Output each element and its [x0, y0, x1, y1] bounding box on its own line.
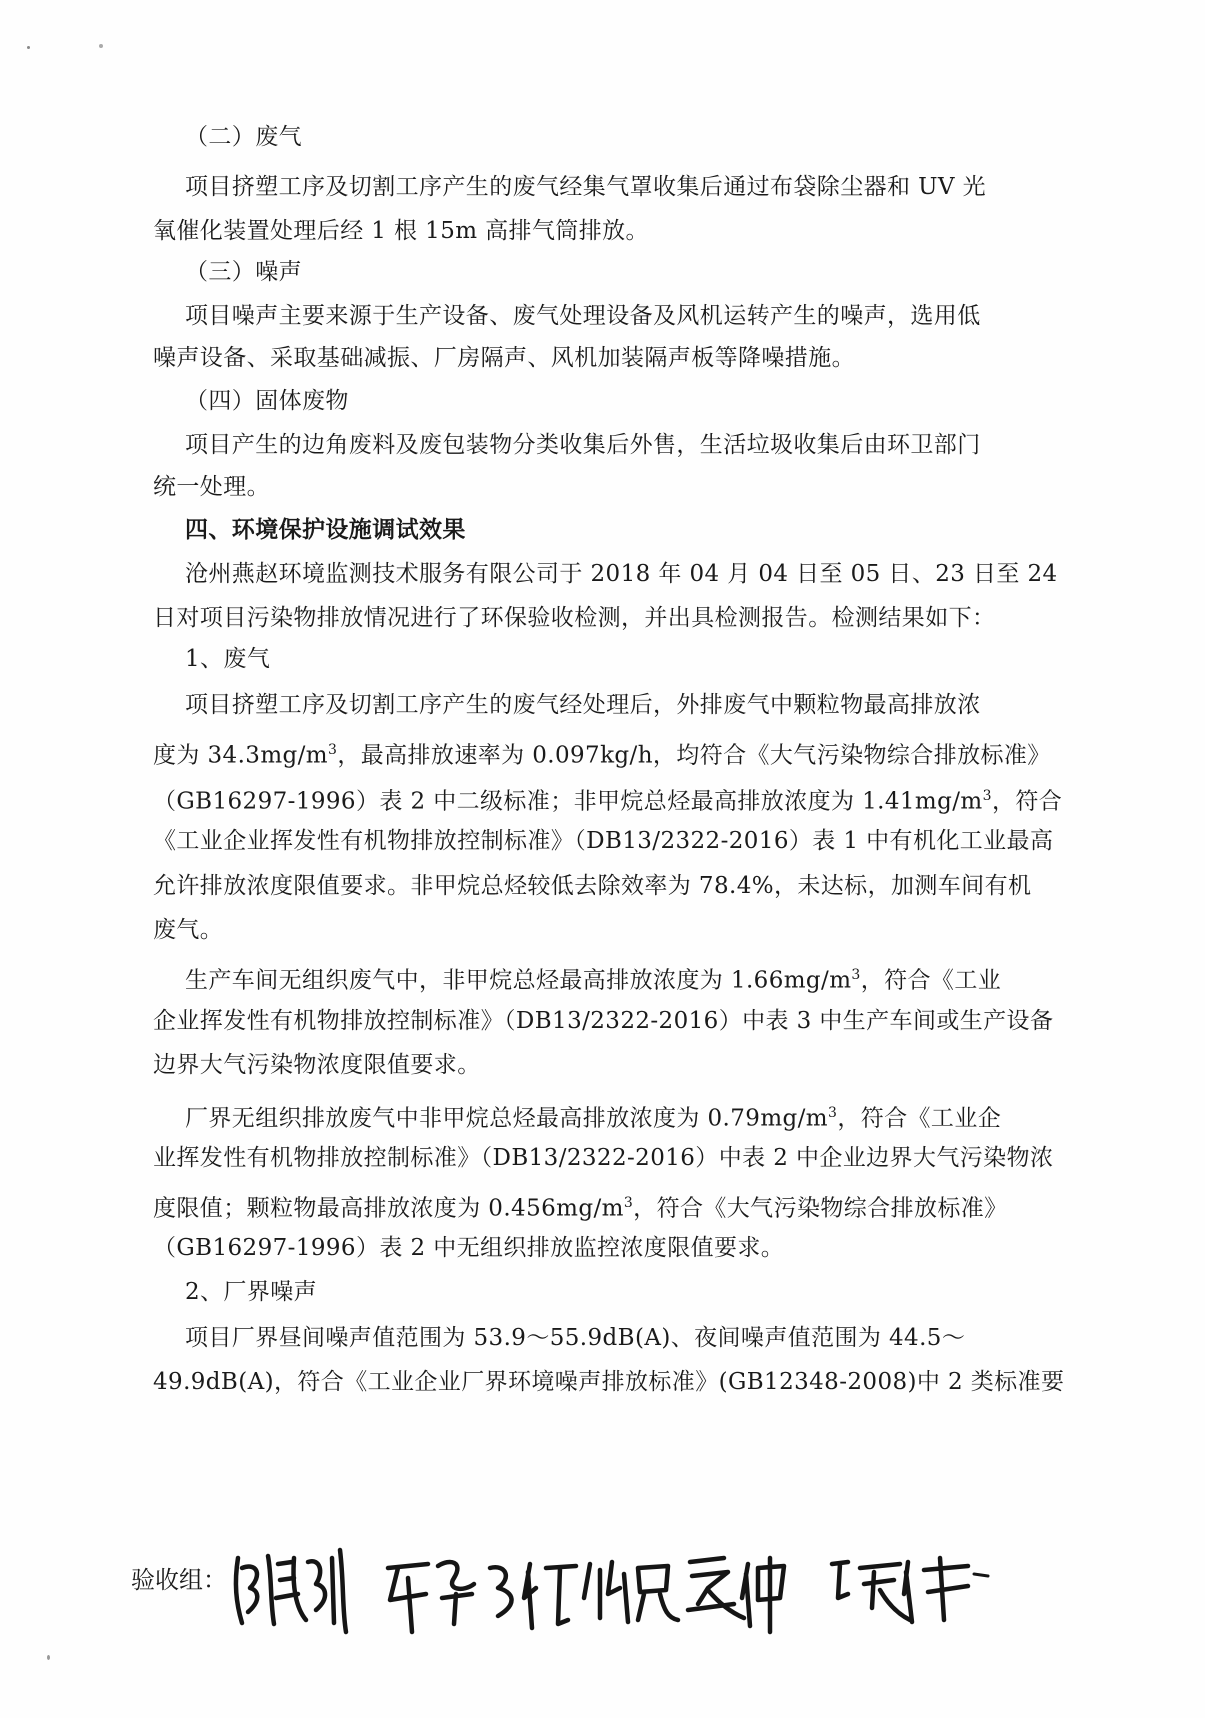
paragraph-line — [185, 960, 1001, 996]
paragraph-line — [153, 1188, 1008, 1224]
paragraph-line: 项目挤塑工序及切割工序产生的废气经集气罩收集后通过布袋除尘器和 UV 光 — [185, 174, 987, 200]
section-heading-solid-waste: （四）固体废物 — [185, 388, 349, 414]
signature-3 — [524, 1562, 678, 1628]
text-run: ，最高排放速率为 0.097kg/h，均符合《大气污染物综合排放标准》 — [337, 742, 1051, 769]
handwritten-signatures — [228, 1528, 1088, 1638]
paragraph-line: 业挥发性有机物排放控制标准》（DB13/2322-2016）中表 2 中企业边界大气污染物浓 — [153, 1145, 1054, 1171]
paragraph-line: 噪声设备、采取基础减振、厂房隔声、风机加装隔声板等降噪措施。 — [153, 345, 855, 371]
superscript: 3 — [328, 742, 338, 758]
paragraph-line: 《工业企业挥发性有机物排放控制标准》（DB13/2322-2016）表 1 中有机化工业最高 — [153, 828, 1054, 854]
text-run: ，符合 — [991, 788, 1063, 815]
signature-2 — [388, 1562, 512, 1632]
paragraph-line: 日对项目污染物排放情况进行了环保验收检测，并出具检测报告。检测结果如下： — [153, 605, 996, 631]
paragraph-line: 统一处理。 — [153, 474, 270, 500]
signature-5 — [832, 1558, 988, 1622]
signature-label: 验收组： — [131, 1566, 227, 1594]
sub-heading-waste-gas: 1、废气 — [185, 646, 271, 672]
section-heading-noise: （三）噪声 — [185, 259, 302, 285]
superscript: 3 — [851, 967, 861, 983]
text-run: ，符合《工业 — [860, 967, 1002, 994]
text-run: 度限值；颗粒物最高排放浓度为 0.456mg/m — [153, 1195, 624, 1222]
text-run: （GB16297-1996）表 2 中二级标准；非甲烷总烃最高排放浓度为 1.41mg/m — [153, 788, 983, 815]
superscript: 3 — [828, 1105, 838, 1121]
paragraph-line — [185, 1098, 1001, 1134]
scan-speck — [99, 44, 103, 48]
sub-heading-boundary-noise: 2、厂界噪声 — [185, 1279, 318, 1305]
paragraph-line: （GB16297-1996）表 2 中无组织排放监控浓度限值要求。 — [153, 1235, 785, 1261]
paragraph-line — [153, 781, 1062, 817]
paragraph-line: 废气。 — [153, 917, 224, 943]
text-run: 厂界无组织排放废气中非甲烷总烃最高排放浓度为 0.79mg/m — [185, 1105, 829, 1132]
paragraph-line: 沧州燕赵环境监测技术服务有限公司于 2018 年 04 月 04 日至 05 日、23 日至 24 — [185, 561, 1058, 587]
paragraph-line: 49.9dB(A)，符合《工业企业厂界环境噪声排放标准》(GB12348-2008)中 2 类标准要 — [153, 1369, 1065, 1395]
paragraph-line: 项目噪声主要来源于生产设备、废气处理设备及风机运转产生的噪声，选用低 — [185, 303, 981, 329]
paragraph-line: 氧催化装置处理后经 1 根 15m 高排气筒排放。 — [153, 218, 649, 244]
text-run: ，符合《工业企 — [837, 1105, 1002, 1132]
paragraph-line — [153, 735, 1051, 771]
paragraph-line: 项目挤塑工序及切割工序产生的废气经处理后，外排废气中颗粒物最高排放浓 — [185, 692, 981, 718]
text-run: 度为 34.3mg/m — [153, 742, 329, 769]
paragraph-line: 企业挥发性有机物排放控制标准》（DB13/2322-2016）中表 3 中生产车间或生产设备 — [153, 1008, 1054, 1034]
section-heading-waste-gas: （二）废气 — [185, 124, 302, 150]
superscript: 3 — [623, 1195, 634, 1211]
paragraph-line: 项目厂界昼间噪声值范围为 53.9～55.9dB(A)、夜间噪声值范围为 44.5～ — [185, 1325, 966, 1351]
paragraph-line: 项目产生的边角废料及废包装物分类收集后外售，生活垃圾收集后由环卫部门 — [185, 432, 981, 458]
signature-1 — [236, 1550, 346, 1632]
text-run: ，符合《大气污染物综合排放标准》 — [633, 1195, 1008, 1222]
paragraph-line: 边界大气污染物浓度限值要求。 — [153, 1052, 481, 1078]
section-heading-effect: 四、环境保护设施调试效果 — [185, 516, 466, 543]
paragraph-line: 允许排放浓度限值要求。非甲烷总烃较低去除效率为 78.4%，未达标，加测车间有机 — [153, 873, 1032, 899]
scan-speck — [47, 1655, 50, 1660]
scan-speck — [27, 46, 30, 49]
superscript: 3 — [982, 788, 992, 804]
text-run: 生产车间无组织废气中，非甲烷总烃最高排放浓度为 1.66mg/m — [185, 967, 852, 994]
signature-4 — [688, 1558, 784, 1632]
